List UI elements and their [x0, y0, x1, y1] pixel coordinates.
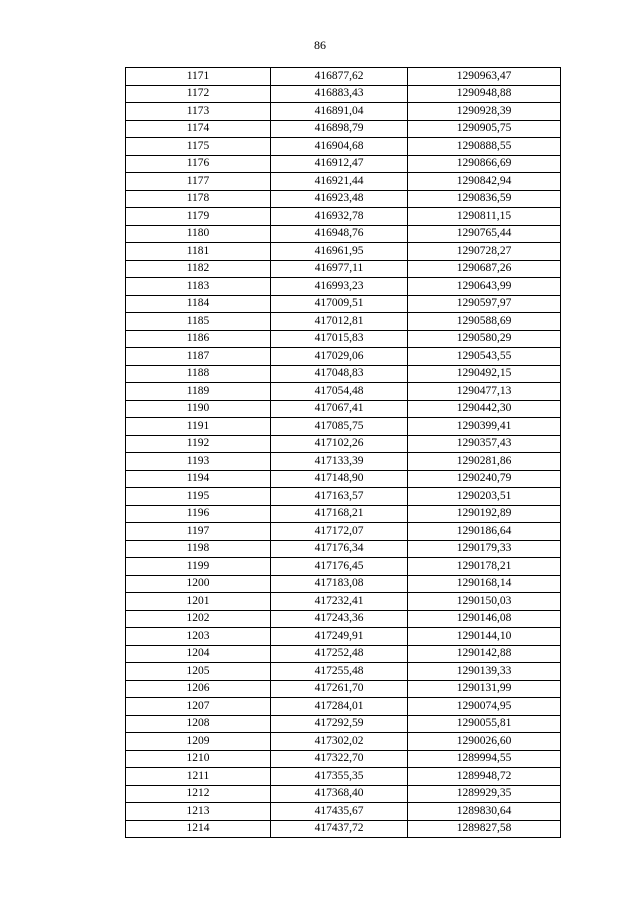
x-coordinate-cell: 417163,57: [271, 488, 408, 506]
point-number-cell: 1201: [126, 593, 271, 611]
x-coordinate-cell: 417176,45: [271, 558, 408, 576]
table-row: [126, 768, 561, 786]
table-row: [126, 715, 561, 733]
x-coordinate-cell: 417261,70: [271, 680, 408, 698]
point-number-cell: 1193: [126, 453, 271, 471]
point-number-cell: 1174: [126, 120, 271, 138]
x-coordinate-cell: 417183,08: [271, 575, 408, 593]
x-coordinate-cell: 417355,35: [271, 768, 408, 786]
point-number-cell: 1172: [126, 85, 271, 103]
table-row: [126, 260, 561, 278]
y-coordinate-cell: 1290643,99: [408, 278, 561, 296]
point-number-cell: 1173: [126, 103, 271, 121]
y-coordinate-cell: 1289929,35: [408, 785, 561, 803]
point-number-cell: 1195: [126, 488, 271, 506]
table-row: [126, 663, 561, 681]
x-coordinate-cell: 416898,79: [271, 120, 408, 138]
y-coordinate-cell: 1290281,86: [408, 453, 561, 471]
y-coordinate-cell: 1290477,13: [408, 383, 561, 401]
table-row: [126, 593, 561, 611]
table-row: [126, 645, 561, 663]
y-coordinate-cell: 1290139,33: [408, 663, 561, 681]
point-number-cell: 1204: [126, 645, 271, 663]
point-number-cell: 1214: [126, 820, 271, 838]
x-coordinate-cell: 417176,34: [271, 540, 408, 558]
table-row: [126, 243, 561, 261]
point-number-cell: 1194: [126, 470, 271, 488]
y-coordinate-cell: 1290131,99: [408, 680, 561, 698]
table-row: [126, 540, 561, 558]
point-number-cell: 1178: [126, 190, 271, 208]
y-coordinate-cell: 1289948,72: [408, 768, 561, 786]
table-row: [126, 733, 561, 751]
table-row: [126, 400, 561, 418]
y-coordinate-cell: 1290588,69: [408, 313, 561, 331]
y-coordinate-cell: 1290928,39: [408, 103, 561, 121]
point-number-cell: 1176: [126, 155, 271, 173]
x-coordinate-cell: 417243,36: [271, 610, 408, 628]
table-row: [126, 750, 561, 768]
x-coordinate-cell: 416993,23: [271, 278, 408, 296]
table-row: [126, 435, 561, 453]
y-coordinate-cell: 1290074,95: [408, 698, 561, 716]
point-number-cell: 1202: [126, 610, 271, 628]
table-row: [126, 208, 561, 226]
x-coordinate-cell: 417015,83: [271, 330, 408, 348]
table-row: [126, 330, 561, 348]
table-row: [126, 365, 561, 383]
point-number-cell: 1209: [126, 733, 271, 751]
y-coordinate-cell: 1290836,59: [408, 190, 561, 208]
point-number-cell: 1182: [126, 260, 271, 278]
point-number-cell: 1192: [126, 435, 271, 453]
table-row: [126, 278, 561, 296]
y-coordinate-cell: 1290144,10: [408, 628, 561, 646]
table-row: [126, 155, 561, 173]
table-row: [126, 85, 561, 103]
table-row: [126, 453, 561, 471]
y-coordinate-cell: 1289827,58: [408, 820, 561, 838]
y-coordinate-cell: 1290687,26: [408, 260, 561, 278]
table-row: [126, 383, 561, 401]
table-row: [126, 173, 561, 191]
table-row: [126, 470, 561, 488]
x-coordinate-cell: 417054,48: [271, 383, 408, 401]
y-coordinate-cell: 1290811,15: [408, 208, 561, 226]
x-coordinate-cell: 417292,59: [271, 715, 408, 733]
point-number-cell: 1211: [126, 768, 271, 786]
point-number-cell: 1183: [126, 278, 271, 296]
table-row: [126, 628, 561, 646]
x-coordinate-cell: 417009,51: [271, 295, 408, 313]
x-coordinate-cell: 417435,67: [271, 803, 408, 821]
y-coordinate-cell: 1290186,64: [408, 523, 561, 541]
x-coordinate-cell: 416948,76: [271, 225, 408, 243]
x-coordinate-cell: 417085,75: [271, 418, 408, 436]
table-row: [126, 820, 561, 838]
page-number: 86: [314, 38, 326, 52]
point-number-cell: 1181: [126, 243, 271, 261]
x-coordinate-cell: 417102,26: [271, 435, 408, 453]
point-number-cell: 1203: [126, 628, 271, 646]
x-coordinate-cell: 417168,21: [271, 505, 408, 523]
x-coordinate-cell: 416883,43: [271, 85, 408, 103]
point-number-cell: 1189: [126, 383, 271, 401]
table-row: [126, 785, 561, 803]
y-coordinate-cell: 1290442,30: [408, 400, 561, 418]
coordinates-table-body: [126, 68, 561, 838]
point-number-cell: 1200: [126, 575, 271, 593]
table-row: [126, 558, 561, 576]
table-row: [126, 295, 561, 313]
x-coordinate-cell: 417048,83: [271, 365, 408, 383]
x-coordinate-cell: 417302,02: [271, 733, 408, 751]
y-coordinate-cell: 1290179,33: [408, 540, 561, 558]
x-coordinate-cell: 416877,62: [271, 68, 408, 86]
y-coordinate-cell: 1290765,44: [408, 225, 561, 243]
y-coordinate-cell: 1290543,55: [408, 348, 561, 366]
point-number-cell: 1196: [126, 505, 271, 523]
point-number-cell: 1186: [126, 330, 271, 348]
x-coordinate-cell: 417029,06: [271, 348, 408, 366]
x-coordinate-cell: 417133,39: [271, 453, 408, 471]
x-coordinate-cell: 417172,07: [271, 523, 408, 541]
point-number-cell: 1184: [126, 295, 271, 313]
x-coordinate-cell: 417249,91: [271, 628, 408, 646]
y-coordinate-cell: 1290150,03: [408, 593, 561, 611]
y-coordinate-cell: 1290492,15: [408, 365, 561, 383]
point-number-cell: 1188: [126, 365, 271, 383]
x-coordinate-cell: 417255,48: [271, 663, 408, 681]
x-coordinate-cell: 416961,95: [271, 243, 408, 261]
point-number-cell: 1177: [126, 173, 271, 191]
y-coordinate-cell: 1290866,69: [408, 155, 561, 173]
y-coordinate-cell: 1290728,27: [408, 243, 561, 261]
y-coordinate-cell: 1290026,60: [408, 733, 561, 751]
x-coordinate-cell: 417368,40: [271, 785, 408, 803]
y-coordinate-cell: 1290399,41: [408, 418, 561, 436]
y-coordinate-cell: 1289830,64: [408, 803, 561, 821]
point-number-cell: 1187: [126, 348, 271, 366]
table-row: [126, 680, 561, 698]
table-row: [126, 348, 561, 366]
x-coordinate-cell: 417148,90: [271, 470, 408, 488]
point-number-cell: 1212: [126, 785, 271, 803]
point-number-cell: 1180: [126, 225, 271, 243]
point-number-cell: 1213: [126, 803, 271, 821]
point-number-cell: 1175: [126, 138, 271, 156]
x-coordinate-cell: 416932,78: [271, 208, 408, 226]
y-coordinate-cell: 1290142,88: [408, 645, 561, 663]
table-row: [126, 313, 561, 331]
table-row: [126, 120, 561, 138]
y-coordinate-cell: 1290178,21: [408, 558, 561, 576]
x-coordinate-cell: 417252,48: [271, 645, 408, 663]
point-number-cell: 1207: [126, 698, 271, 716]
table-row: [126, 523, 561, 541]
table-row: [126, 575, 561, 593]
y-coordinate-cell: 1290842,94: [408, 173, 561, 191]
point-number-cell: 1199: [126, 558, 271, 576]
table-row: [126, 68, 561, 86]
table-row: [126, 225, 561, 243]
table-row: [126, 190, 561, 208]
point-number-cell: 1197: [126, 523, 271, 541]
x-coordinate-cell: 417067,41: [271, 400, 408, 418]
point-number-cell: 1185: [126, 313, 271, 331]
y-coordinate-cell: 1290888,55: [408, 138, 561, 156]
x-coordinate-cell: 416891,04: [271, 103, 408, 121]
table-row: [126, 803, 561, 821]
point-number-cell: 1191: [126, 418, 271, 436]
point-number-cell: 1198: [126, 540, 271, 558]
point-number-cell: 1210: [126, 750, 271, 768]
table-row: [126, 138, 561, 156]
y-coordinate-cell: 1290192,89: [408, 505, 561, 523]
point-number-cell: 1208: [126, 715, 271, 733]
x-coordinate-cell: 417232,41: [271, 593, 408, 611]
x-coordinate-cell: 416923,48: [271, 190, 408, 208]
y-coordinate-cell: 1290597,97: [408, 295, 561, 313]
x-coordinate-cell: 416904,68: [271, 138, 408, 156]
x-coordinate-cell: 416912,47: [271, 155, 408, 173]
y-coordinate-cell: 1290948,88: [408, 85, 561, 103]
y-coordinate-cell: 1290240,79: [408, 470, 561, 488]
y-coordinate-cell: 1290168,14: [408, 575, 561, 593]
table-row: [126, 505, 561, 523]
x-coordinate-cell: 417012,81: [271, 313, 408, 331]
x-coordinate-cell: 416977,11: [271, 260, 408, 278]
y-coordinate-cell: 1290963,47: [408, 68, 561, 86]
y-coordinate-cell: 1289994,55: [408, 750, 561, 768]
table-row: [126, 488, 561, 506]
y-coordinate-cell: 1290580,29: [408, 330, 561, 348]
y-coordinate-cell: 1290357,43: [408, 435, 561, 453]
point-number-cell: 1171: [126, 68, 271, 86]
x-coordinate-cell: 417284,01: [271, 698, 408, 716]
table-row: [126, 610, 561, 628]
point-number-cell: 1179: [126, 208, 271, 226]
y-coordinate-cell: 1290203,51: [408, 488, 561, 506]
x-coordinate-cell: 417437,72: [271, 820, 408, 838]
x-coordinate-cell: 417322,70: [271, 750, 408, 768]
y-coordinate-cell: 1290146,08: [408, 610, 561, 628]
point-number-cell: 1205: [126, 663, 271, 681]
point-number-cell: 1206: [126, 680, 271, 698]
coordinates-table: [125, 67, 561, 838]
y-coordinate-cell: 1290905,75: [408, 120, 561, 138]
point-number-cell: 1190: [126, 400, 271, 418]
x-coordinate-cell: 416921,44: [271, 173, 408, 191]
table-row: [126, 698, 561, 716]
table-row: [126, 418, 561, 436]
table-row: [126, 103, 561, 121]
y-coordinate-cell: 1290055,81: [408, 715, 561, 733]
